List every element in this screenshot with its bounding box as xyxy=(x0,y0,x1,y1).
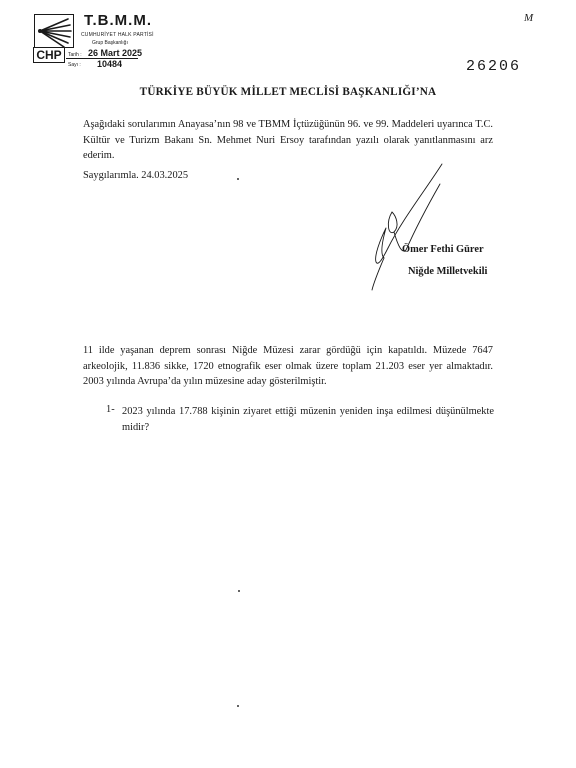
body-paragraph: 11 ilde yaşanan deprem sonrası Niğde Müzesi zarar gördüğü için kapatıldı. Müzede 7647 arkeolojik, 11.836 sikke, 1720 etnografik eser olmak üzere toplam 21.203 eser yer almaktadır. 2003 yılında Avrupa’da yılın müzesine aday gösterilmiştir. xyxy=(83,345,493,387)
stamp-date: 26 Mart 2025 xyxy=(88,48,143,58)
stamp-number: 10484 xyxy=(97,59,123,69)
stamp-group: Grup Başkanlığı xyxy=(92,40,128,46)
greeting-date: Saygılarımla. 24.03.2025 xyxy=(83,170,189,181)
corner-mark: M xyxy=(524,12,534,24)
signer-name: Ömer Fethi Gürer xyxy=(402,244,484,255)
intro-paragraph: Aşağıdaki sorularımın Anayasa’nın 98 ve TBMM İçtüzüğünün 96. ve 99. Maddeleri uyarınca T.C. Kültür ve Turizm Bakanı Sn. Mehmet Nuri Ersoy tarafından yazılı olarak yanıtlanmasını arz ederim. xyxy=(83,119,493,161)
scan-speck xyxy=(237,705,239,707)
question-number: 1- xyxy=(106,404,115,415)
stamp-date-label: Tarih : xyxy=(68,52,82,58)
stamp-chp-box: CHP xyxy=(33,47,65,63)
six-arrows-logo-icon xyxy=(34,14,74,48)
signer-title: Niğde Milletvekili xyxy=(408,266,488,277)
question-text: 2023 yılında 17.788 kişinin ziyaret ettiği müzenin yeniden inşa edilmesi düşünülmekte midir? xyxy=(122,406,494,433)
document-heading: TÜRKİYE BÜYÜK MİLLET MECLİSİ BAŞKANLIĞI’NA xyxy=(139,86,437,98)
stamp-org: T.B.M.M. xyxy=(84,12,152,29)
document-number: 26206 xyxy=(466,58,522,75)
stamp-number-label: Sayı : xyxy=(68,62,81,68)
stamp-party: CUMHURİYET HALK PARTİSİ xyxy=(81,32,154,38)
scan-speck xyxy=(238,590,240,592)
scan-speck xyxy=(237,178,239,180)
